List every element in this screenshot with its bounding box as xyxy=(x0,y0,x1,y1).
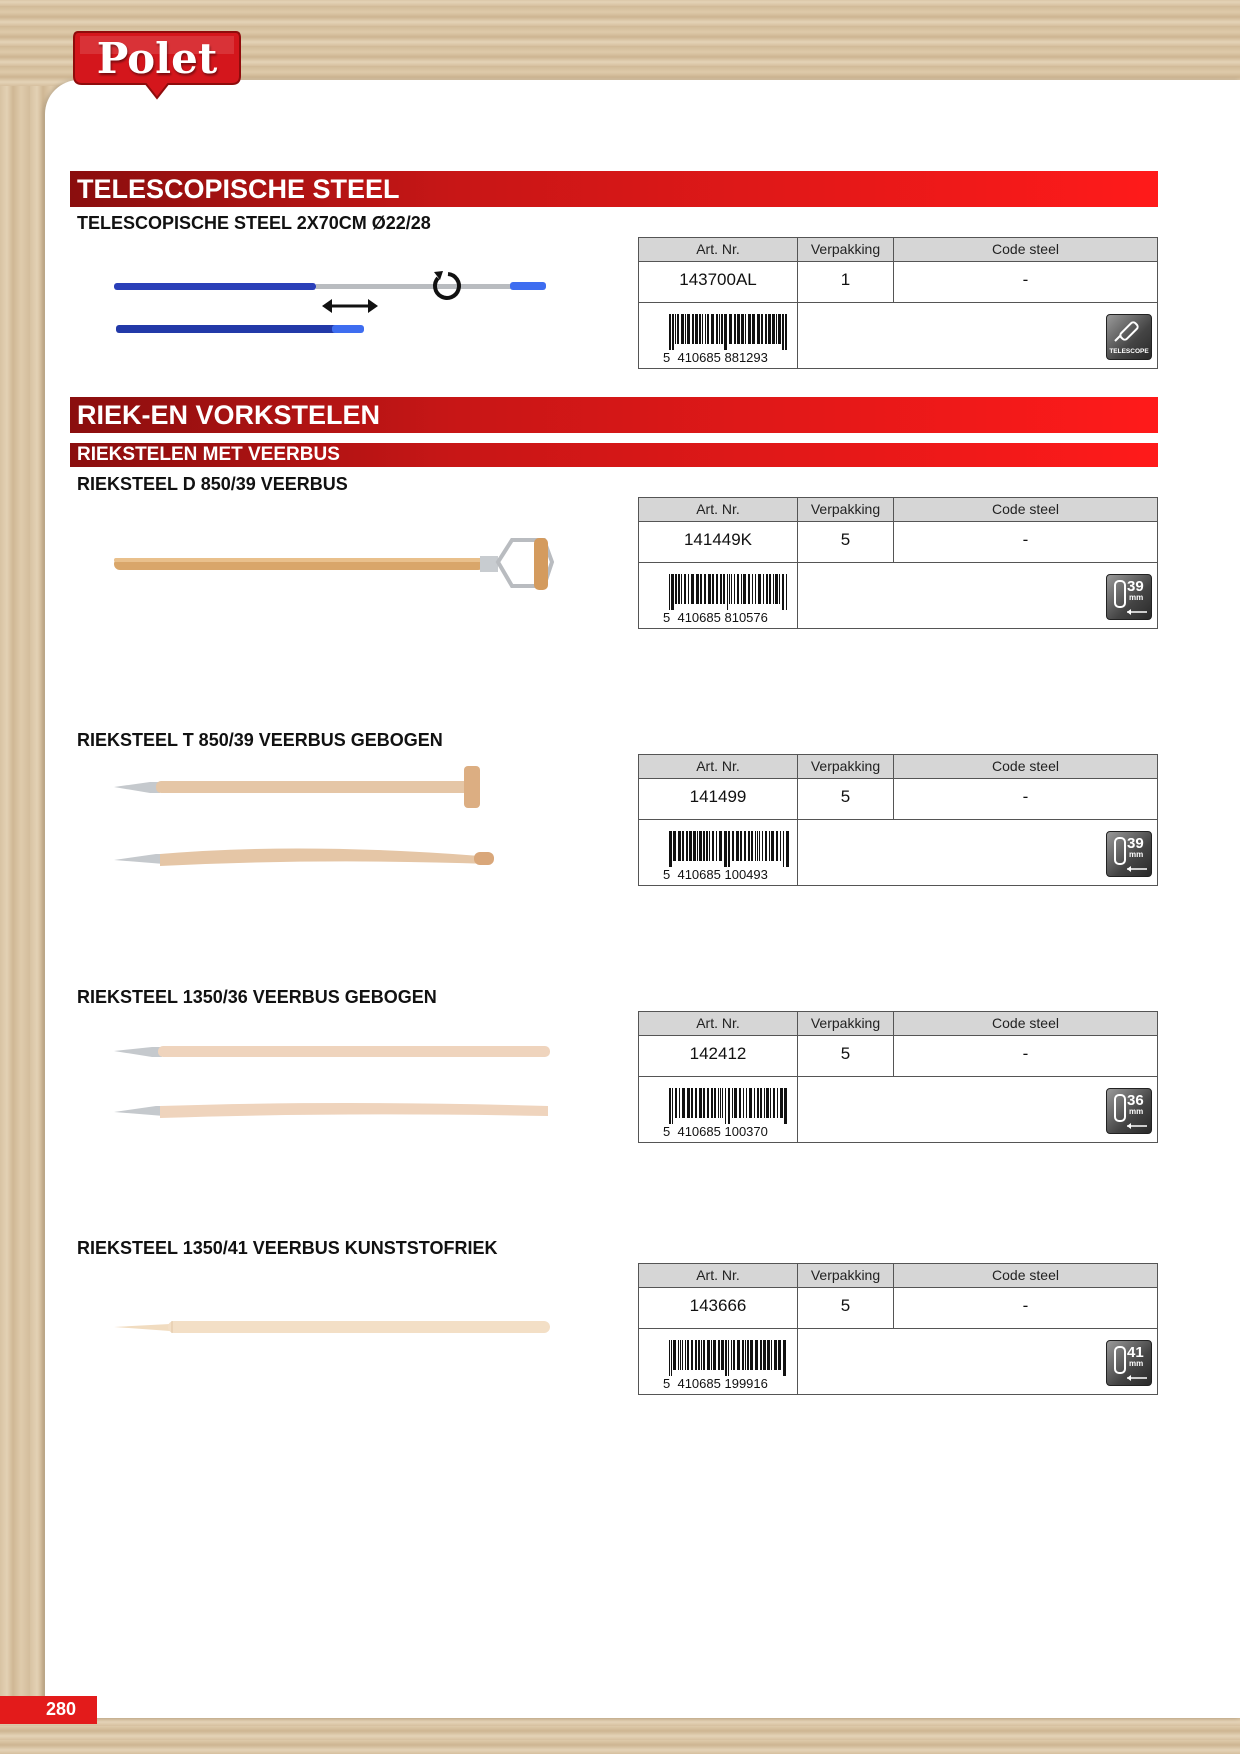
section-heading-telescopische: TELESCOPISCHE STEEL xyxy=(70,171,1158,207)
code-steel: - xyxy=(1022,270,1029,289)
product-image-plastic-shaft xyxy=(100,1312,560,1342)
verpakking: 5 xyxy=(840,1296,851,1315)
barcode: 5 410685 810576 xyxy=(663,574,791,616)
code-steel: - xyxy=(1022,1044,1029,1063)
product-title: RIEKSTEEL 1350/36 VEERBUS GEBOGEN xyxy=(77,987,437,1007)
code-steel: - xyxy=(1022,530,1029,549)
barcode: 5 410685 881293 xyxy=(663,314,791,356)
product-image-d-handle xyxy=(100,530,560,600)
barcode: 5 410685 100370 xyxy=(663,1088,791,1130)
page-number: 280 xyxy=(0,1696,97,1724)
art-nr: 141499 xyxy=(689,787,747,806)
diameter-icon: 41 mm xyxy=(1106,1340,1152,1386)
code-steel: - xyxy=(1022,1296,1029,1315)
diameter-icon: 39 mm xyxy=(1106,574,1152,620)
product-title: RIEKSTEEL D 850/39 VEERBUS xyxy=(77,474,348,494)
diameter-icon: 36 mm xyxy=(1106,1088,1152,1134)
product-title: RIEKSTEEL 1350/41 VEERBUS KUNSTSTOFRIEK xyxy=(77,1238,498,1258)
art-nr: 143700AL xyxy=(679,270,757,289)
product-table: Art. Nr. Verpakking Code steel 141449K 5 - 5 410685 810576 39 mm xyxy=(638,497,1158,629)
product-table: Art. Nr. Verpakking Code steel 142412 5 - 5 410685 100370 36 mm xyxy=(638,1011,1158,1143)
code-steel: - xyxy=(1022,787,1029,806)
product-title: RIEKSTEEL T 850/39 VEERBUS GEBOGEN xyxy=(77,730,443,750)
section-heading-riek: RIEK-EN VORKSTELEN xyxy=(70,397,1158,433)
verpakking: 1 xyxy=(840,270,851,289)
art-nr: 142412 xyxy=(689,1044,747,1063)
product-image-long-shaft xyxy=(100,1030,560,1126)
telescope-icon: TELESCOPE xyxy=(1106,314,1152,360)
subsection-heading: RIEKSTELEN MET VEERBUS xyxy=(70,443,1158,467)
diameter-icon: 39 mm xyxy=(1106,831,1152,877)
product-image-telescopic xyxy=(100,268,560,348)
verpakking: 5 xyxy=(840,787,851,806)
polet-logo xyxy=(72,28,242,96)
product-table: Art. Nr. Verpakking Code steel 143666 5 - 5 410685 199916 41 mm xyxy=(638,1263,1158,1395)
product-title: TELESCOPISCHE STEEL 2X70CM Ø22/28 xyxy=(77,213,431,233)
art-nr: 143666 xyxy=(689,1296,747,1315)
barcode: 5 410685 199916 xyxy=(663,1340,791,1382)
product-table: Art. Nr. Verpakking Code steel 143700AL 1 - 5 410685 881293 TELESCOPE xyxy=(638,237,1158,369)
product-table: Art. Nr. Verpakking Code steel 141499 5 - 5 410685 100493 39 mm xyxy=(638,754,1158,886)
barcode: 5 410685 100493 xyxy=(663,831,791,873)
verpakking: 5 xyxy=(840,530,851,549)
product-image-t-handle xyxy=(100,760,560,870)
brand-name: Polet xyxy=(96,34,218,83)
wood-background-bottom xyxy=(0,1716,1240,1754)
verpakking: 5 xyxy=(840,1044,851,1063)
art-nr: 141449K xyxy=(683,530,753,549)
